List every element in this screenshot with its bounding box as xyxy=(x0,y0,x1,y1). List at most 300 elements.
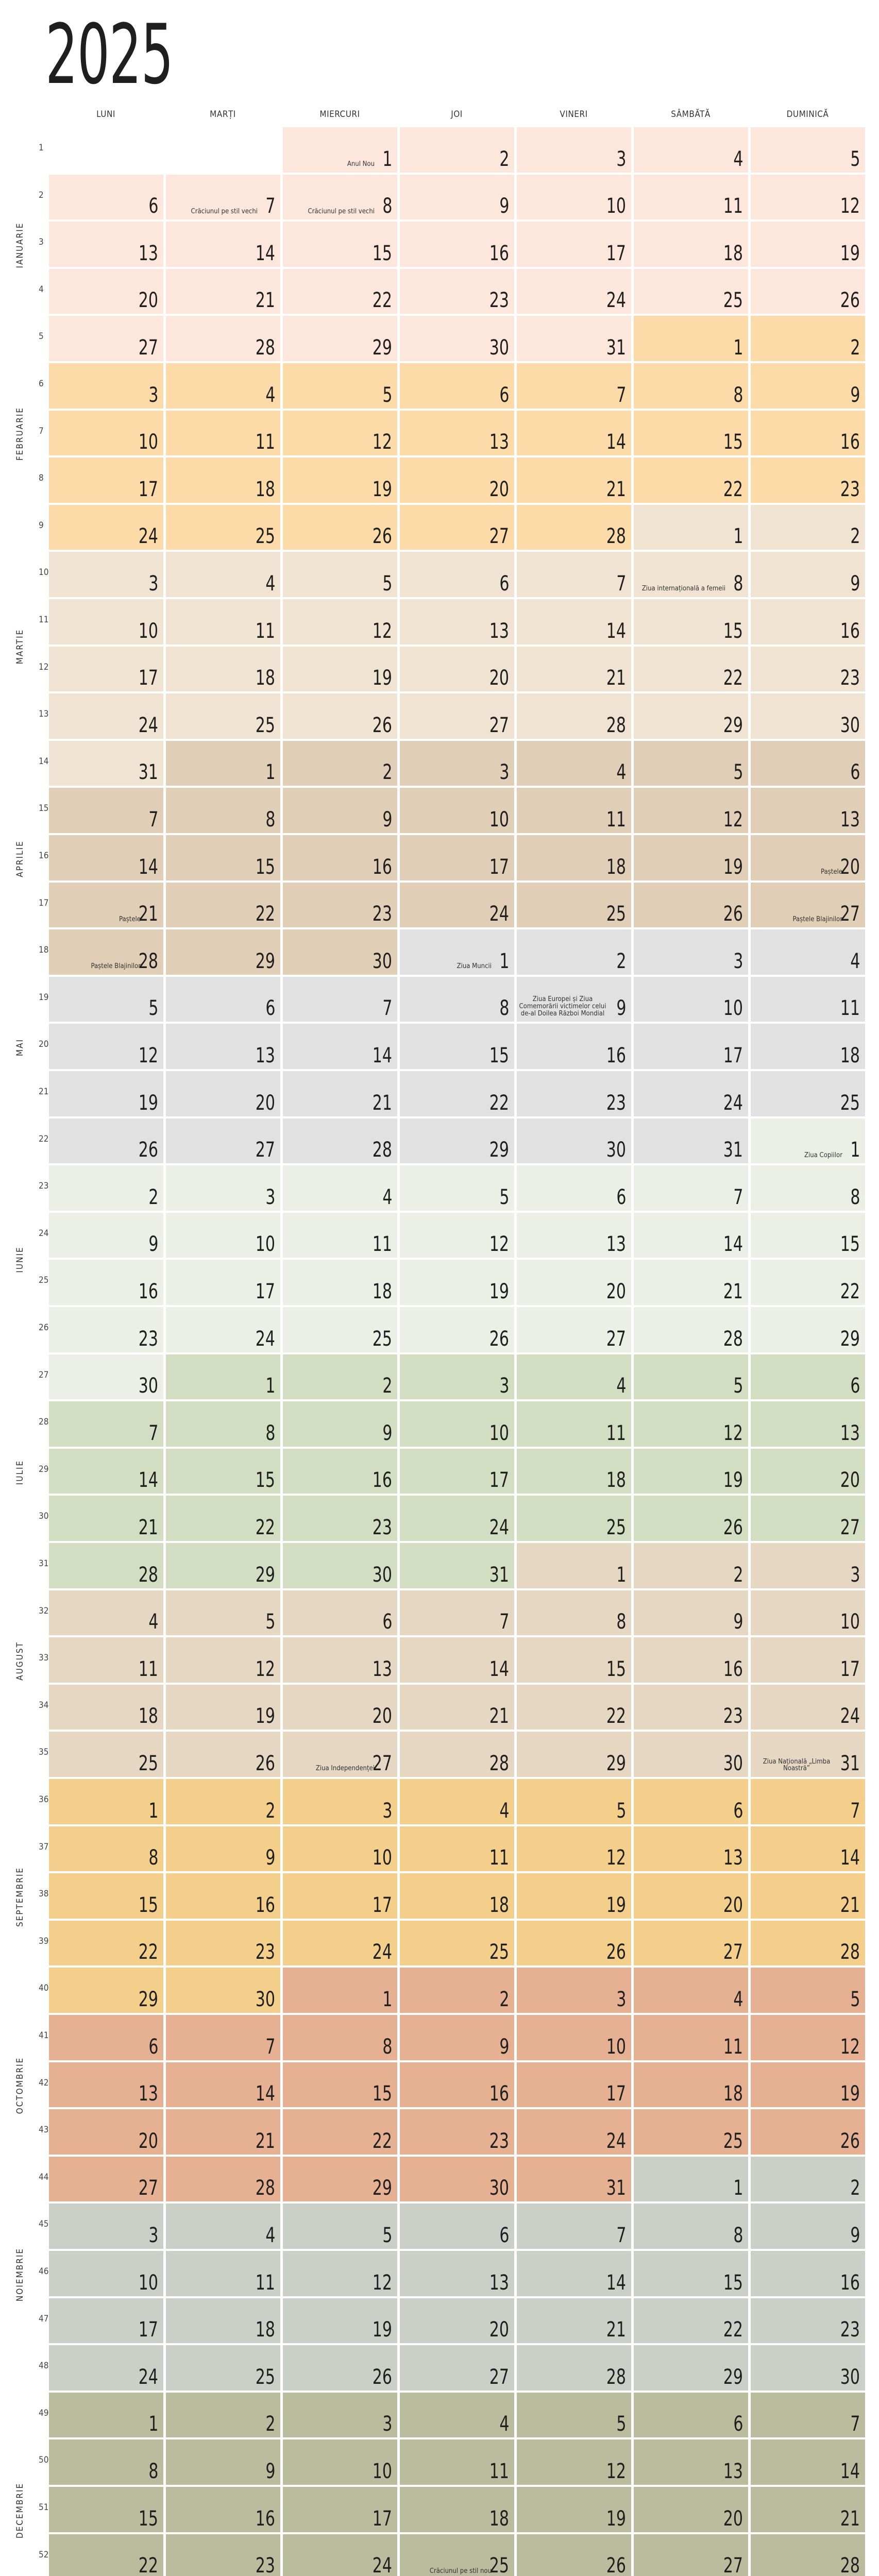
day-cell[interactable] xyxy=(400,2204,517,2251)
day-cell[interactable] xyxy=(283,1637,400,1685)
day-cell[interactable] xyxy=(400,599,517,647)
day-cell[interactable] xyxy=(400,977,517,1025)
day-cell[interactable] xyxy=(400,1685,517,1733)
day-cell[interactable] xyxy=(400,552,517,600)
day-cell[interactable] xyxy=(400,175,517,223)
day-cell[interactable] xyxy=(283,1685,400,1733)
day-cell[interactable] xyxy=(283,1826,400,1874)
day-cell[interactable] xyxy=(751,2062,868,2110)
day-cell[interactable] xyxy=(283,693,400,741)
day-cell[interactable] xyxy=(283,2062,400,2110)
day-cell[interactable] xyxy=(166,1496,283,1544)
day-cell[interactable] xyxy=(517,552,634,600)
day-cell[interactable] xyxy=(751,1024,868,1072)
day-cell[interactable] xyxy=(634,411,751,459)
day-cell[interactable] xyxy=(283,977,400,1025)
day-cell[interactable] xyxy=(634,599,751,647)
day-cell[interactable] xyxy=(283,835,400,883)
day-cell[interactable] xyxy=(166,929,283,977)
day-cell[interactable] xyxy=(166,1213,283,1261)
day-cell[interactable] xyxy=(283,1921,400,1969)
day-cell[interactable] xyxy=(166,1449,283,1497)
day-cell[interactable] xyxy=(517,222,634,269)
day-cell[interactable] xyxy=(49,1543,166,1591)
day-cell[interactable] xyxy=(166,1401,283,1449)
day-cell[interactable] xyxy=(400,693,517,741)
day-cell[interactable] xyxy=(517,741,634,789)
day-cell[interactable] xyxy=(751,269,868,317)
day-cell[interactable] xyxy=(751,1543,868,1591)
day-cell[interactable] xyxy=(634,1071,751,1119)
day-cell[interactable] xyxy=(166,1685,283,1733)
day-cell[interactable] xyxy=(634,2393,751,2441)
day-cell[interactable] xyxy=(166,269,283,317)
day-cell[interactable] xyxy=(166,977,283,1025)
day-cell[interactable] xyxy=(166,599,283,647)
day-cell[interactable] xyxy=(283,1779,400,1827)
day-cell[interactable] xyxy=(634,363,751,411)
day-cell[interactable] xyxy=(751,552,868,600)
day-cell[interactable] xyxy=(49,2487,166,2535)
day-cell[interactable] xyxy=(400,127,517,175)
day-cell[interactable] xyxy=(49,1732,166,1780)
day-cell[interactable] xyxy=(166,2534,283,2576)
day-cell[interactable] xyxy=(166,2251,283,2299)
day-cell[interactable] xyxy=(49,1921,166,1969)
day-cell[interactable] xyxy=(517,929,634,977)
day-cell[interactable] xyxy=(517,1826,634,1874)
day-cell[interactable] xyxy=(49,363,166,411)
day-cell[interactable] xyxy=(283,1449,400,1497)
day-cell[interactable] xyxy=(634,2298,751,2346)
day-cell[interactable] xyxy=(517,2534,634,2576)
day-cell[interactable] xyxy=(49,2015,166,2063)
day-cell[interactable] xyxy=(517,1307,634,1355)
day-cell[interactable] xyxy=(283,2487,400,2535)
day-cell[interactable] xyxy=(283,222,400,269)
day-cell[interactable] xyxy=(166,2345,283,2393)
day-cell[interactable] xyxy=(751,2109,868,2157)
day-cell[interactable] xyxy=(634,1118,751,1166)
day-cell[interactable] xyxy=(634,1968,751,2015)
day-cell[interactable] xyxy=(283,1543,400,1591)
day-cell[interactable] xyxy=(634,552,751,600)
day-cell[interactable] xyxy=(400,2487,517,2535)
day-cell[interactable] xyxy=(166,1071,283,1119)
day-cell[interactable] xyxy=(400,2439,517,2487)
day-cell[interactable] xyxy=(400,1449,517,1497)
day-cell[interactable] xyxy=(166,457,283,505)
day-cell[interactable] xyxy=(634,269,751,317)
day-cell[interactable] xyxy=(49,2157,166,2205)
day-cell[interactable] xyxy=(49,2534,166,2576)
day-cell[interactable] xyxy=(49,1496,166,1544)
day-cell[interactable] xyxy=(49,1213,166,1261)
day-cell[interactable] xyxy=(283,1213,400,1261)
day-cell[interactable] xyxy=(517,1260,634,1308)
day-cell[interactable] xyxy=(751,1213,868,1261)
day-cell[interactable] xyxy=(517,2062,634,2110)
day-cell[interactable] xyxy=(400,2157,517,2205)
day-cell[interactable] xyxy=(166,1826,283,1874)
day-cell[interactable] xyxy=(400,2015,517,2063)
day-cell[interactable] xyxy=(634,1826,751,1874)
day-cell[interactable] xyxy=(634,788,751,836)
day-cell[interactable] xyxy=(283,1968,400,2015)
day-cell[interactable] xyxy=(517,1921,634,1969)
day-cell[interactable] xyxy=(517,1165,634,1213)
day-cell[interactable] xyxy=(166,1921,283,1969)
day-cell[interactable] xyxy=(400,835,517,883)
day-cell[interactable] xyxy=(634,2015,751,2063)
day-cell[interactable] xyxy=(517,2015,634,2063)
day-cell[interactable] xyxy=(400,1165,517,1213)
day-cell[interactable] xyxy=(49,1118,166,1166)
day-cell[interactable] xyxy=(166,1543,283,1591)
day-cell[interactable] xyxy=(634,457,751,505)
day-cell[interactable] xyxy=(634,1354,751,1402)
day-cell[interactable] xyxy=(517,1024,634,1072)
day-cell[interactable] xyxy=(517,2345,634,2393)
day-cell[interactable] xyxy=(517,457,634,505)
day-cell[interactable] xyxy=(634,1921,751,1969)
day-cell[interactable] xyxy=(517,1071,634,1119)
day-cell[interactable] xyxy=(49,1968,166,2015)
day-cell[interactable] xyxy=(166,693,283,741)
day-cell[interactable] xyxy=(49,1826,166,1874)
day-cell[interactable] xyxy=(49,1779,166,1827)
day-cell[interactable] xyxy=(400,411,517,459)
day-cell[interactable] xyxy=(634,2157,751,2205)
day-cell[interactable] xyxy=(400,2298,517,2346)
day-cell[interactable] xyxy=(400,1260,517,1308)
day-cell[interactable] xyxy=(166,2393,283,2441)
day-cell[interactable] xyxy=(49,457,166,505)
day-cell[interactable] xyxy=(517,411,634,459)
day-cell[interactable] xyxy=(517,835,634,883)
day-cell[interactable] xyxy=(751,505,868,553)
day-cell[interactable] xyxy=(400,363,517,411)
day-cell[interactable] xyxy=(400,2062,517,2110)
day-cell[interactable] xyxy=(751,929,868,977)
day-cell[interactable] xyxy=(751,2251,868,2299)
day-cell[interactable] xyxy=(283,2439,400,2487)
day-cell[interactable] xyxy=(634,1590,751,1638)
day-cell[interactable] xyxy=(49,2204,166,2251)
day-cell[interactable] xyxy=(517,1354,634,1402)
day-cell[interactable] xyxy=(166,1354,283,1402)
day-cell[interactable] xyxy=(400,1873,517,1921)
day-cell[interactable] xyxy=(166,647,283,694)
day-cell[interactable] xyxy=(283,175,400,223)
day-cell[interactable] xyxy=(166,1024,283,1072)
day-cell[interactable] xyxy=(166,788,283,836)
day-cell[interactable] xyxy=(400,2251,517,2299)
day-cell[interactable] xyxy=(49,1260,166,1308)
day-cell[interactable] xyxy=(49,175,166,223)
day-cell[interactable] xyxy=(49,269,166,317)
day-cell[interactable] xyxy=(634,2534,751,2576)
day-cell[interactable] xyxy=(283,929,400,977)
day-cell[interactable] xyxy=(517,1968,634,2015)
day-cell[interactable] xyxy=(751,222,868,269)
day-cell[interactable] xyxy=(400,1921,517,1969)
day-cell[interactable] xyxy=(283,2015,400,2063)
day-cell[interactable] xyxy=(166,363,283,411)
day-cell[interactable] xyxy=(751,2487,868,2535)
day-cell[interactable] xyxy=(751,175,868,223)
day-cell[interactable] xyxy=(634,2062,751,2110)
day-cell[interactable] xyxy=(517,269,634,317)
day-cell[interactable] xyxy=(283,1260,400,1308)
day-cell[interactable] xyxy=(166,175,283,223)
day-cell[interactable] xyxy=(634,1637,751,1685)
day-cell[interactable] xyxy=(400,883,517,930)
day-cell[interactable] xyxy=(517,1496,634,1544)
day-cell[interactable] xyxy=(517,647,634,694)
day-cell[interactable] xyxy=(283,552,400,600)
day-cell[interactable] xyxy=(517,1732,634,1780)
day-cell[interactable] xyxy=(400,1496,517,1544)
day-cell[interactable] xyxy=(751,316,868,364)
day-cell[interactable] xyxy=(166,2062,283,2110)
day-cell[interactable] xyxy=(166,1118,283,1166)
day-cell[interactable] xyxy=(400,1024,517,1072)
day-cell[interactable] xyxy=(400,1401,517,1449)
day-cell[interactable] xyxy=(517,977,634,1025)
day-cell[interactable] xyxy=(751,1260,868,1308)
day-cell[interactable] xyxy=(634,741,751,789)
day-cell[interactable] xyxy=(634,1401,751,1449)
day-cell[interactable] xyxy=(517,883,634,930)
day-cell[interactable] xyxy=(283,1071,400,1119)
day-cell[interactable] xyxy=(400,1637,517,1685)
day-cell[interactable] xyxy=(49,2439,166,2487)
day-cell[interactable] xyxy=(400,929,517,977)
day-cell[interactable] xyxy=(166,2298,283,2346)
day-cell[interactable] xyxy=(400,1543,517,1591)
day-cell[interactable] xyxy=(400,1590,517,1638)
day-cell[interactable] xyxy=(751,977,868,1025)
day-cell[interactable] xyxy=(166,2439,283,2487)
day-cell[interactable] xyxy=(517,2298,634,2346)
day-cell[interactable] xyxy=(751,2439,868,2487)
day-cell[interactable] xyxy=(283,647,400,694)
day-cell[interactable] xyxy=(166,2015,283,2063)
day-cell[interactable] xyxy=(400,2109,517,2157)
day-cell[interactable] xyxy=(634,2109,751,2157)
day-cell[interactable] xyxy=(49,929,166,977)
day-cell[interactable] xyxy=(400,457,517,505)
day-cell[interactable] xyxy=(517,1118,634,1166)
day-cell[interactable] xyxy=(634,693,751,741)
day-cell[interactable] xyxy=(400,505,517,553)
day-cell[interactable] xyxy=(166,2109,283,2157)
day-cell[interactable] xyxy=(49,505,166,553)
day-cell[interactable] xyxy=(49,1449,166,1497)
day-cell[interactable] xyxy=(283,2345,400,2393)
day-cell[interactable] xyxy=(49,2345,166,2393)
day-cell[interactable] xyxy=(49,1165,166,1213)
day-cell[interactable] xyxy=(751,2015,868,2063)
day-cell[interactable] xyxy=(49,2251,166,2299)
day-cell[interactable] xyxy=(283,1165,400,1213)
day-cell[interactable] xyxy=(166,835,283,883)
day-cell[interactable] xyxy=(517,1401,634,1449)
day-cell[interactable] xyxy=(166,505,283,553)
day-cell[interactable] xyxy=(283,2298,400,2346)
day-cell[interactable] xyxy=(166,1260,283,1308)
day-cell[interactable] xyxy=(49,2062,166,2110)
day-cell[interactable] xyxy=(400,316,517,364)
day-cell[interactable] xyxy=(283,1024,400,1072)
day-cell[interactable] xyxy=(400,788,517,836)
day-cell[interactable] xyxy=(49,977,166,1025)
day-cell[interactable] xyxy=(49,835,166,883)
day-cell[interactable] xyxy=(751,741,868,789)
day-cell[interactable] xyxy=(517,788,634,836)
day-cell[interactable] xyxy=(283,1590,400,1638)
day-cell[interactable] xyxy=(634,2487,751,2535)
day-cell[interactable] xyxy=(166,411,283,459)
day-cell[interactable] xyxy=(634,1165,751,1213)
day-cell[interactable] xyxy=(634,2204,751,2251)
day-cell[interactable] xyxy=(517,2393,634,2441)
day-cell[interactable] xyxy=(283,2251,400,2299)
day-cell[interactable] xyxy=(166,552,283,600)
day-cell[interactable] xyxy=(517,693,634,741)
day-cell[interactable] xyxy=(634,1543,751,1591)
day-cell[interactable] xyxy=(283,1354,400,1402)
day-cell[interactable] xyxy=(166,1165,283,1213)
day-cell[interactable] xyxy=(283,788,400,836)
day-cell[interactable] xyxy=(751,1590,868,1638)
day-cell[interactable] xyxy=(49,1401,166,1449)
day-cell[interactable] xyxy=(400,2393,517,2441)
day-cell[interactable] xyxy=(634,1873,751,1921)
day-cell[interactable] xyxy=(49,1873,166,1921)
day-cell[interactable] xyxy=(166,1307,283,1355)
day-cell[interactable] xyxy=(751,1401,868,1449)
day-cell[interactable] xyxy=(517,1543,634,1591)
day-cell[interactable] xyxy=(751,457,868,505)
day-cell[interactable] xyxy=(400,2534,517,2576)
day-cell[interactable] xyxy=(751,693,868,741)
day-cell[interactable] xyxy=(283,2534,400,2576)
day-cell[interactable] xyxy=(517,175,634,223)
day-cell[interactable] xyxy=(751,127,868,175)
day-cell[interactable] xyxy=(751,788,868,836)
day-cell[interactable] xyxy=(634,1024,751,1072)
day-cell[interactable] xyxy=(49,741,166,789)
day-cell[interactable] xyxy=(400,222,517,269)
day-cell[interactable] xyxy=(283,127,400,175)
day-cell[interactable] xyxy=(166,2487,283,2535)
day-cell[interactable] xyxy=(49,411,166,459)
day-cell[interactable] xyxy=(517,1590,634,1638)
day-cell[interactable] xyxy=(166,883,283,930)
day-cell[interactable] xyxy=(166,1968,283,2015)
day-cell[interactable] xyxy=(751,1732,868,1780)
day-cell[interactable] xyxy=(400,269,517,317)
day-cell[interactable] xyxy=(517,1779,634,1827)
day-cell[interactable] xyxy=(634,127,751,175)
day-cell[interactable] xyxy=(166,222,283,269)
day-cell[interactable] xyxy=(634,175,751,223)
day-cell[interactable] xyxy=(634,1732,751,1780)
day-cell[interactable] xyxy=(283,2393,400,2441)
day-cell[interactable] xyxy=(751,835,868,883)
day-cell[interactable] xyxy=(166,2157,283,2205)
day-cell[interactable] xyxy=(283,1307,400,1355)
day-cell[interactable] xyxy=(166,1779,283,1827)
day-cell[interactable] xyxy=(751,1921,868,1969)
day-cell[interactable] xyxy=(400,647,517,694)
day-cell[interactable] xyxy=(517,1685,634,1733)
day-cell[interactable] xyxy=(751,1779,868,1827)
day-cell[interactable] xyxy=(400,1968,517,2015)
day-cell[interactable] xyxy=(49,647,166,694)
day-cell[interactable] xyxy=(751,1968,868,2015)
day-cell[interactable] xyxy=(166,1637,283,1685)
day-cell[interactable] xyxy=(634,1260,751,1308)
day-cell[interactable] xyxy=(49,693,166,741)
day-cell[interactable] xyxy=(634,222,751,269)
day-cell[interactable] xyxy=(751,1354,868,1402)
day-cell[interactable] xyxy=(634,929,751,977)
day-cell[interactable] xyxy=(283,269,400,317)
day-cell[interactable] xyxy=(751,1826,868,1874)
day-cell[interactable] xyxy=(517,2439,634,2487)
day-cell[interactable] xyxy=(751,599,868,647)
day-cell[interactable] xyxy=(400,1071,517,1119)
day-cell[interactable] xyxy=(517,505,634,553)
day-cell[interactable] xyxy=(400,1118,517,1166)
day-cell[interactable] xyxy=(49,1637,166,1685)
day-cell[interactable] xyxy=(49,788,166,836)
day-cell[interactable] xyxy=(49,2298,166,2346)
day-cell[interactable] xyxy=(634,2345,751,2393)
day-cell[interactable] xyxy=(517,599,634,647)
day-cell[interactable] xyxy=(751,1165,868,1213)
day-cell[interactable] xyxy=(166,1732,283,1780)
day-cell[interactable] xyxy=(283,1873,400,1921)
day-cell[interactable] xyxy=(49,883,166,930)
day-cell[interactable] xyxy=(517,2251,634,2299)
day-cell[interactable] xyxy=(751,2345,868,2393)
day-cell[interactable] xyxy=(283,1401,400,1449)
day-cell[interactable] xyxy=(517,2109,634,2157)
day-cell[interactable] xyxy=(517,1213,634,1261)
day-cell[interactable] xyxy=(49,599,166,647)
day-cell[interactable] xyxy=(751,2298,868,2346)
day-cell[interactable] xyxy=(49,1071,166,1119)
day-cell[interactable] xyxy=(283,411,400,459)
day-cell[interactable] xyxy=(166,1590,283,1638)
day-cell[interactable] xyxy=(751,883,868,930)
day-cell[interactable] xyxy=(634,1307,751,1355)
day-cell[interactable] xyxy=(751,2393,868,2441)
day-cell[interactable] xyxy=(166,741,283,789)
day-cell[interactable] xyxy=(634,647,751,694)
day-cell[interactable] xyxy=(634,1685,751,1733)
day-cell[interactable] xyxy=(283,599,400,647)
day-cell[interactable] xyxy=(283,2109,400,2157)
day-cell[interactable] xyxy=(517,127,634,175)
day-cell[interactable] xyxy=(751,411,868,459)
day-cell[interactable] xyxy=(400,1732,517,1780)
day-cell[interactable] xyxy=(751,2534,868,2576)
